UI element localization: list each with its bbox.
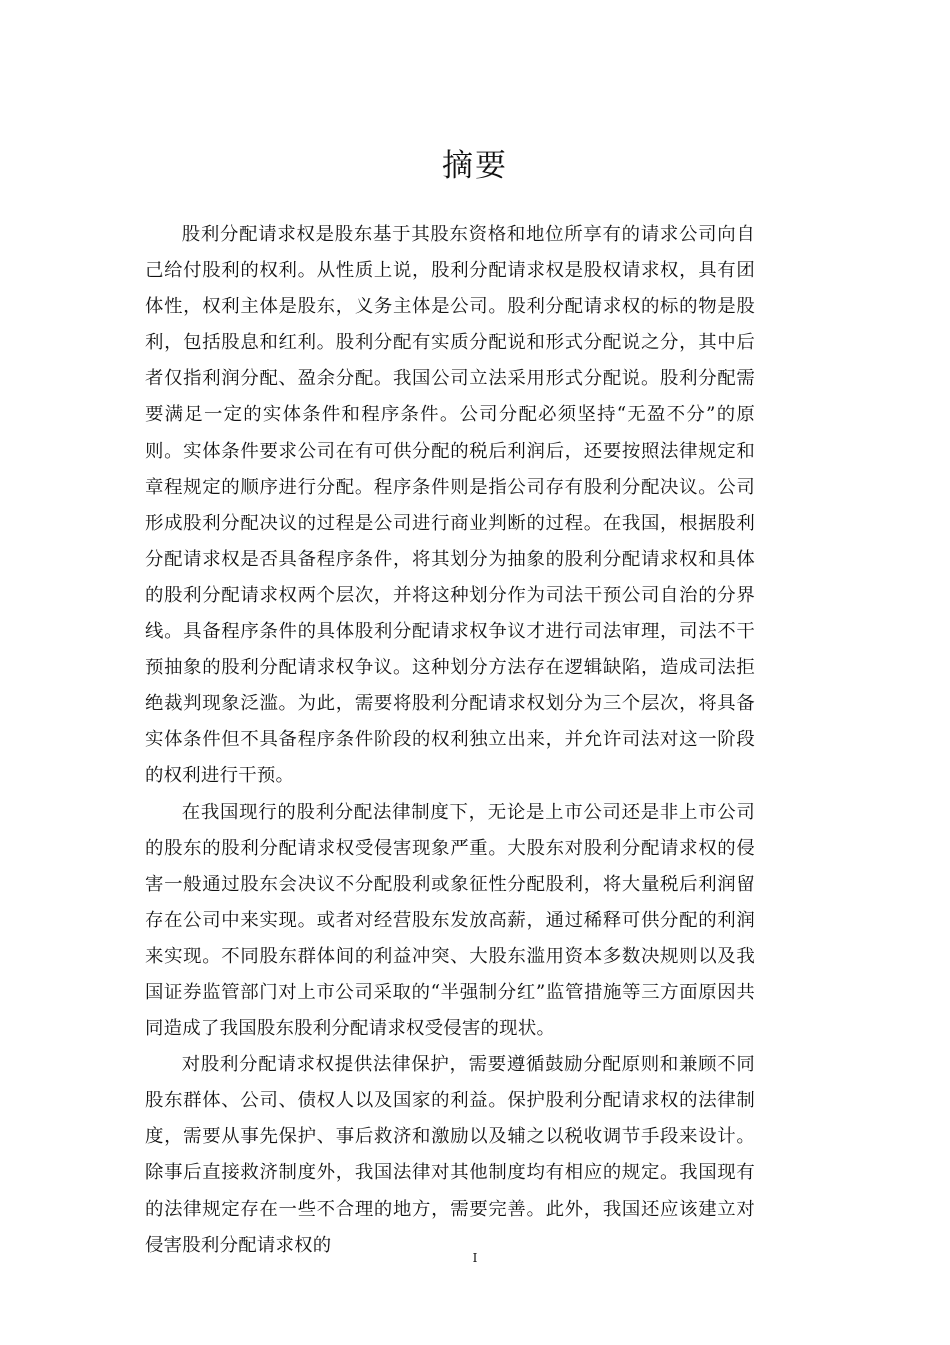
paragraph-2: 在我国现行的股利分配法律制度下，无论是上市公司还是非上市公司的股东的股利分配请求权受侵害现象严重。大股东对股利分配请求权的侵害一般通过股东会决议不分配股利或象征性分配股利，将大量税后利润留存在公司中来实现。或者对经营股东发放高薪，通过稀释可供分配的利润来实现。不同股东群体间的利益冲突、大股东滥用资本多数决规则以及我国证券监管部门对上市公司采取的“半强制分红”监管措施等三方面原因共同造成了我国股东股利分配请求权受侵害的现状。 — [145, 801, 755, 1040]
paragraph-1: 股利分配请求权是股东基于其股东资格和地位所享有的请求公司向自己给付股利的权利。从性质上说，股利分配请求权是股权请求权，具有团体性，权利主体是股东，义务主体是公司。股利分配请求权的标的物是股利，包括股息和红利。股利分配有实质分配说和形式分配说之分，其中后者仅指利润分配、盈余分配。我国公司立法采用形式分配说。股利分配需要满足一定的实体条件和程序条件。公司分配必须坚持“无盈不分”的原则。实体条件要求公司在有可供分配的税后利润后，还要按照法律规定和章程规定的顺序进行分配。程序条件则是指公司存有股利分配决议。公司形成股利分配决议的过程是公司进行商业判断的过程。在我国，根据股利分配请求权是否具备程序条件，将其划分为抽象的股利分配请求权和具体的股利分配请求权两个层次，并将这种划分作为司法干预公司自治的分界线。具备程序条件的具体股利分配请求权争议才进行司法审理，司法不干预抽象的股利分配请求权争议。这种划分方法存在逻辑缺陷，造成司法拒绝裁判现象泛滥。为此，需要将股利分配请求权划分为三个层次，将具备实体条件但不具备程序条件阶段的权利独立出来，并允许司法对这一阶段的权利进行干预。 — [145, 224, 755, 787]
abstract-body — [145, 217, 755, 1264]
paragraph-3: 对股利分配请求权提供法律保护，需要遵循鼓励分配原则和兼顾不同股东群体、公司、债权人以及国家的利益。保护股利分配请求权的法律制度，需要从事先保护、事后救济和激励以及辅之以税收调节手段来设计。除事后直接救济制度外，我国法律对其他制度均有相应的规定。我国现有的法律规定存在一些不合理的地方，需要完善。此外，我国还应该建立对侵害股利分配请求权的 — [145, 1054, 755, 1256]
page-title: 摘要 — [442, 148, 508, 184]
page-number: I — [472, 1251, 478, 1265]
